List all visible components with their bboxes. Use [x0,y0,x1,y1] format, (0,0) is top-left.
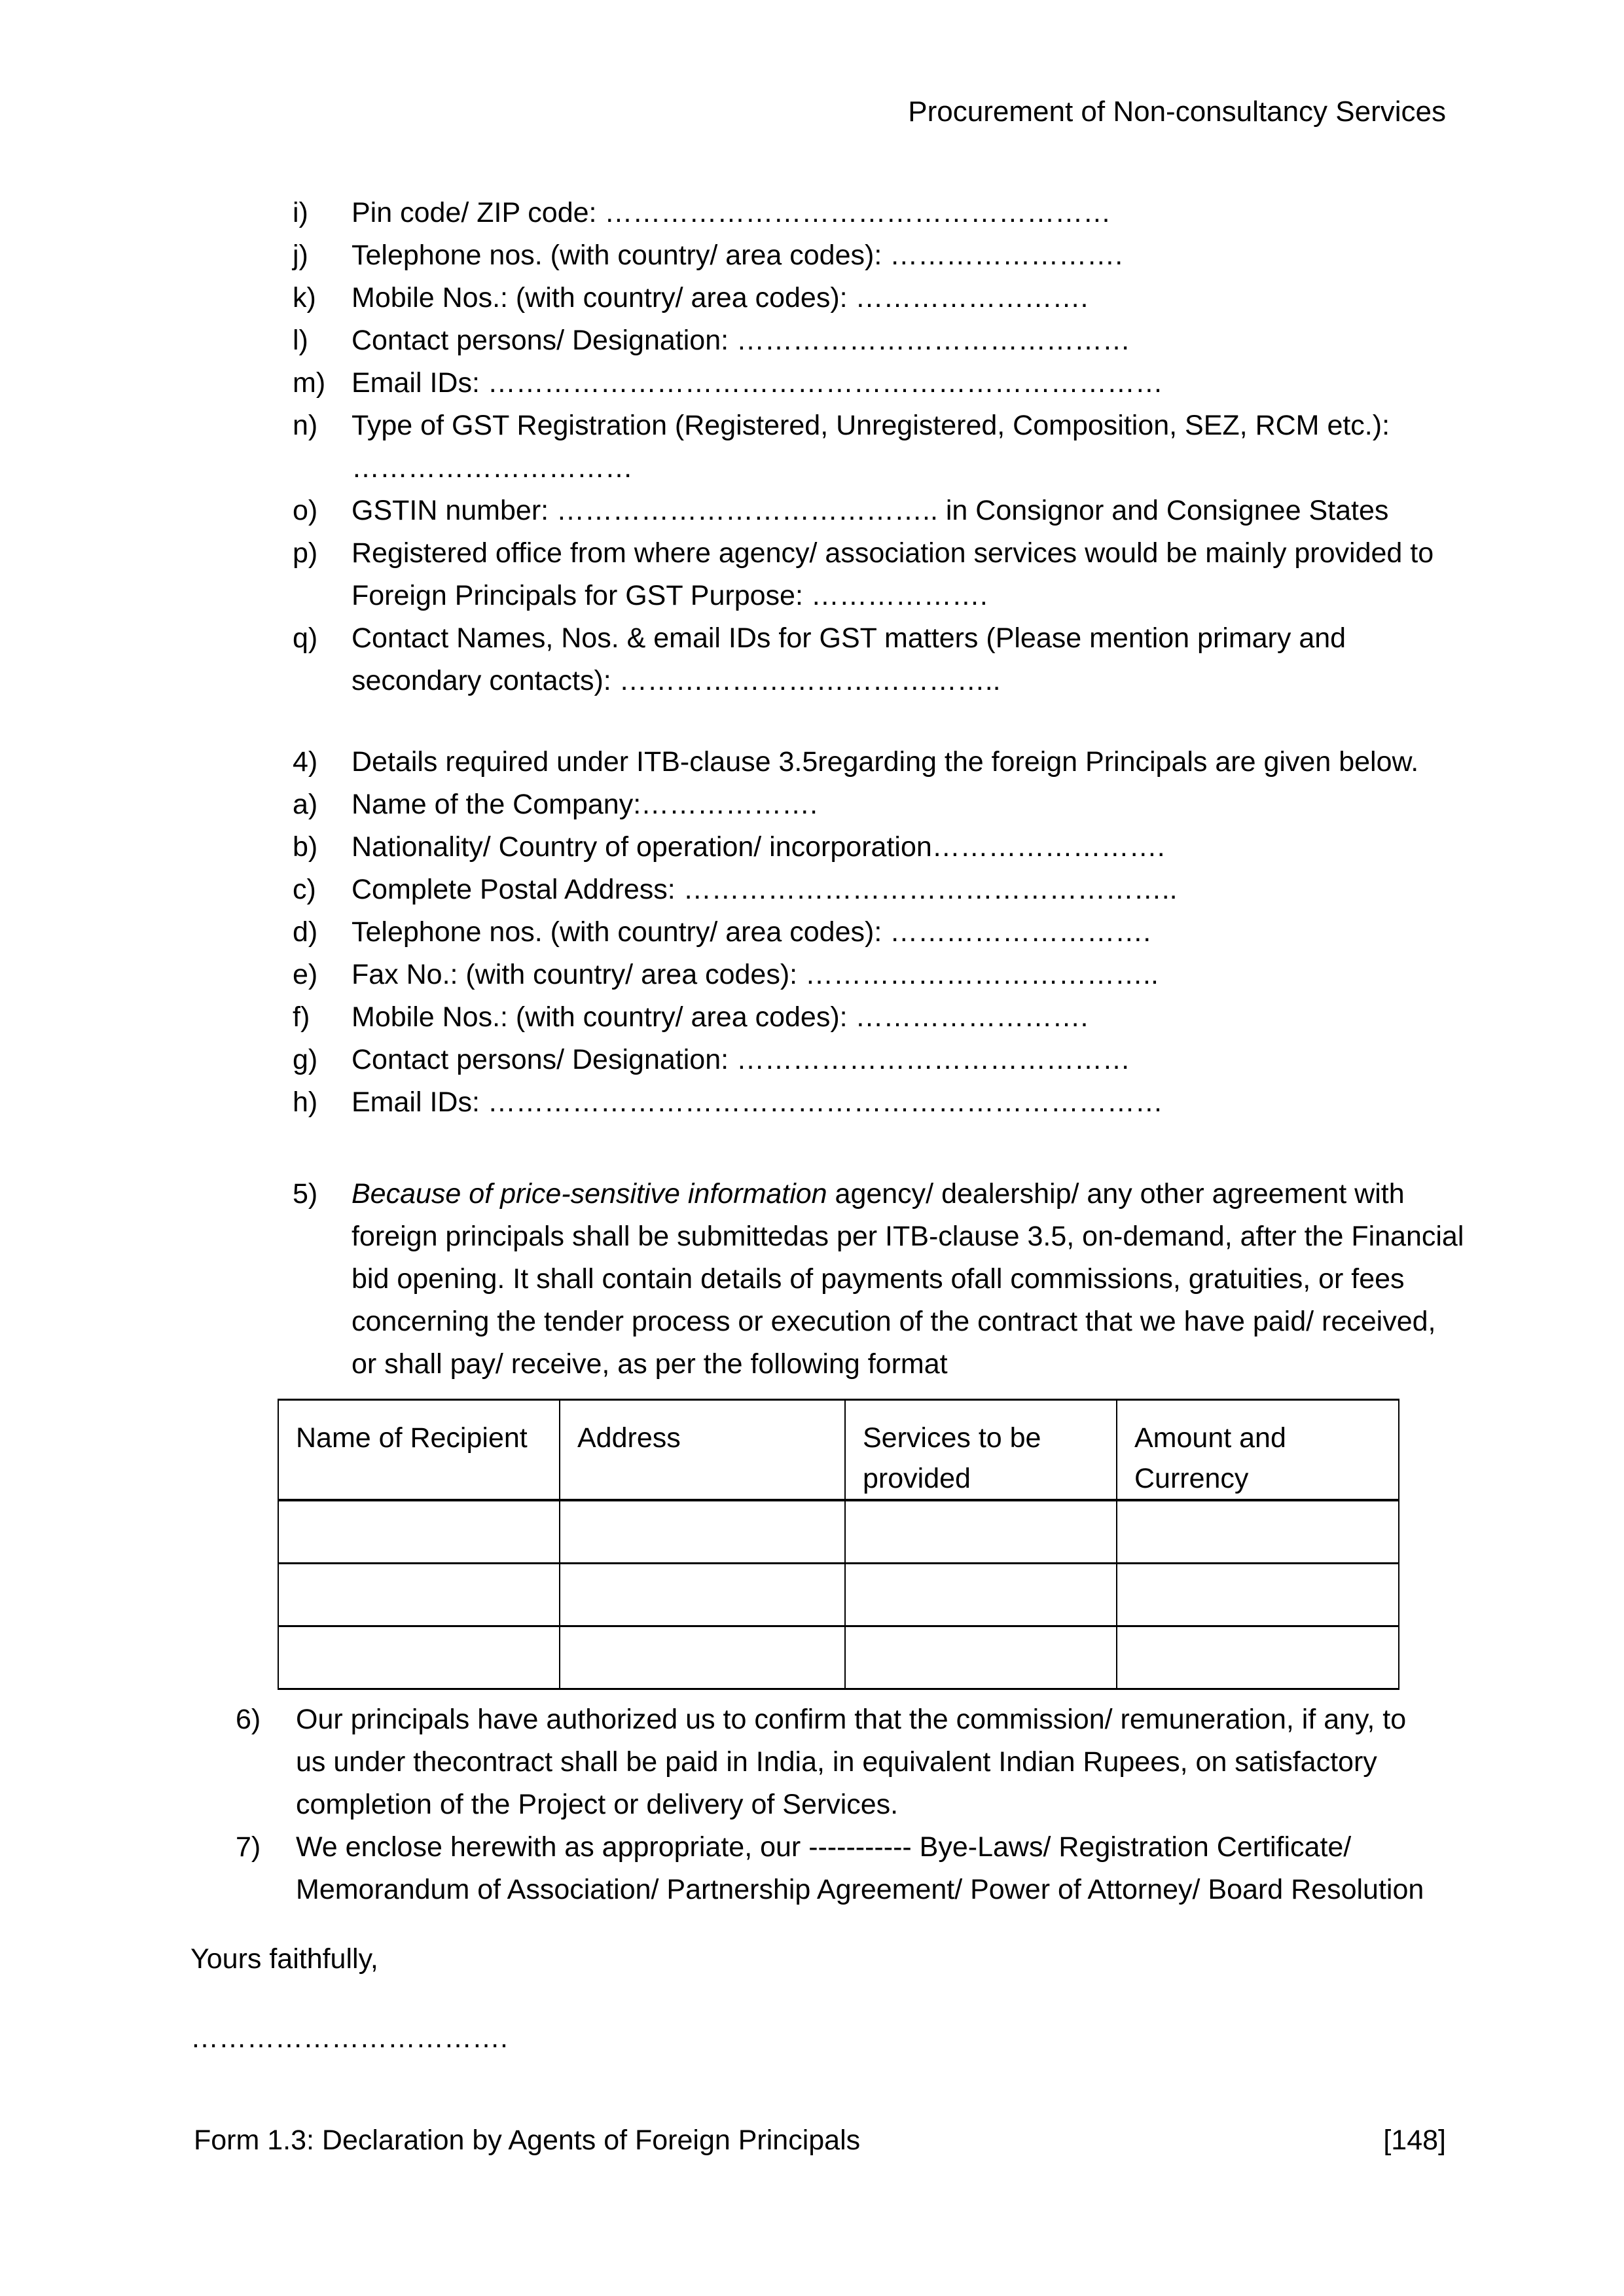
paragraph-text: or shall pay/ receive, as per the following format [352,1348,948,1380]
list-item [293,1039,1178,1081]
table-row [278,1626,1399,1689]
list-item-text: Mobile Nos.: (with country/ area codes): ……………………. [352,282,1089,314]
list-item-text: ………………………… [352,452,633,484]
table-header-cell: Name of Recipient [278,1400,560,1501]
table-cell [1117,1564,1399,1626]
list-item-text: us under thecontract shall be paid in India, in equivalent Indian Rupees, on satisfactory [296,1746,1377,1778]
list-item-label: c) [293,874,316,905]
paragraph-text: bid opening. It shall contain details of payments ofall commissions, gratuities, or fees [352,1263,1405,1295]
list-item [293,741,1418,783]
table-header-cell: Address [560,1400,845,1501]
list-item-text: Type of GST Registration (Registered, Unregistered, Composition, SEZ, RCM etc.): [352,410,1390,441]
list-item-text: We enclose herewith as appropriate, our ----------- Bye-Laws/ Registration Certificate/ [296,1831,1352,1863]
list-item-text: Registered office from where agency/ association services would be mainly provided to [352,537,1434,569]
list-item-label: l) [293,325,308,356]
table-cell [278,1500,560,1564]
clause-4 [293,741,1418,783]
table-cell [278,1626,560,1689]
list-item-label [236,1741,296,1784]
clause-list-a-to-h [293,783,1178,1124]
list-item [293,404,1434,447]
list-item-label [293,1343,352,1386]
list-item-text: Name of the Company:………………. [352,789,818,820]
list-item-label: 7) [236,1831,261,1863]
list-item-label: 4) [293,746,318,778]
list-item-text: completion of the Project or delivery of Services. [296,1789,899,1820]
list-item-label: j) [293,240,308,271]
list-item-label: a) [293,789,318,820]
footer-page-number: [148] [1383,2125,1446,2156]
list-item [293,192,1434,234]
signature-line: ……………………………. [190,2022,508,2054]
list-item-text: Contact persons/ Designation: …………………………………… [352,1044,1130,1075]
list-item-label: b) [293,831,318,863]
list-item-label: q) [293,622,318,654]
list-item-label [293,1300,352,1343]
list-item-label: d) [293,916,318,948]
list-item-label [293,660,352,702]
list-item [236,1698,1424,1741]
paragraph-text: concerning the tender process or execution of the contract that we have paid/ received, [352,1306,1436,1337]
list-item-text: Nationality/ Country of operation/ incorporation……………………. [352,831,1165,863]
paragraph-line [293,1258,1464,1300]
list-item [293,826,1178,869]
table-cell [560,1500,845,1564]
list-item-continuation [236,1784,1424,1826]
list-item-continuation [293,447,1434,490]
list-item [293,362,1434,404]
list-item [293,911,1178,954]
list-item-label: m) [293,367,326,399]
page-header: Procurement of Non-consultancy Services [908,96,1446,128]
list-item-text: Telephone nos. (with country/ area codes): ……………………. [352,240,1123,271]
table-row [278,1500,1399,1564]
list-item [293,319,1434,362]
list-item-label [293,1258,352,1300]
table-cell [845,1564,1117,1626]
list-item-label [293,447,352,490]
list-item-label: e) [293,959,318,990]
list-item-text: secondary contacts): ………………………………….. [352,665,1001,696]
table-row [278,1564,1399,1626]
list-item [293,869,1178,911]
list-item-text: Email IDs: ……………………………………………………………… [352,367,1163,399]
list-item-label: i) [293,197,308,228]
paragraph-line [293,1215,1464,1258]
table-cell [560,1564,845,1626]
list-item [293,532,1434,575]
list-item-text: Telephone nos. (with country/ area codes): ………………………. [352,916,1151,948]
list-item-label: k) [293,282,316,314]
table-cell [560,1626,845,1689]
list-item [293,996,1178,1039]
list-item-text: Mobile Nos.: (with country/ area codes): ……………………. [352,1001,1089,1033]
list-item-continuation [293,660,1434,702]
list-item [293,234,1434,277]
list-item-text: Foreign Principals for GST Purpose: ………………. [352,580,988,611]
list-item-text: Details required under ITB-clause 3.5regarding the foreign Principals are given below. [352,746,1419,778]
table-cell [278,1564,560,1626]
table-cell [845,1500,1117,1564]
list-item-continuation [236,1869,1424,1911]
list-item-label: o) [293,495,318,526]
list-item [293,783,1178,826]
paragraph-line [293,1343,1464,1386]
list-item-label [236,1869,296,1911]
list-item-text: GSTIN number: ………………………………….. in Consignor and Consignee States [352,495,1389,526]
list-item-text: Email IDs: ……………………………………………………………… [352,1086,1163,1118]
list-item-text: Contact Names, Nos. & email IDs for GST matters (Please mention primary and [352,622,1346,654]
list-item-label [293,1215,352,1258]
list-item [236,1826,1424,1869]
table-cell [1117,1500,1399,1564]
table-header-cell: Services to be provided [845,1400,1117,1501]
list-item-continuation [293,575,1434,617]
paragraph-text: foreign principals shall be submittedas per ITB-clause 3.5, on-demand, after the Financial [352,1221,1464,1252]
list-item [293,1081,1178,1124]
list-item-text: Complete Postal Address: …………………………………………….. [352,874,1178,905]
list-item-label: h) [293,1086,318,1118]
list-item-text: Contact persons/ Designation: …………………………………… [352,325,1130,356]
footer-form-title: Form 1.3: Declaration by Agents of Foreign Principals [194,2125,861,2156]
list-item-label [293,575,352,617]
list-item-label [236,1784,296,1826]
table-cell [1117,1626,1399,1689]
list-item-text: Our principals have authorized us to confirm that the commission/ remuneration, if any, to [296,1704,1407,1735]
table-header-cell: Amount and Currency [1117,1400,1399,1501]
list-item-label: n) [293,410,318,441]
clause-list-i-to-q [293,192,1434,702]
table-header-row [278,1400,1399,1501]
list-item-label: p) [293,537,318,569]
list-item-text: Fax No.: (with country/ area codes): ……………………………….. [352,959,1159,990]
list-item [293,490,1434,532]
clause-5 [293,1173,1464,1386]
page-footer [194,2121,1446,2160]
list-item-label: f) [293,1001,310,1033]
paragraph-line [293,1300,1464,1343]
list-item [293,617,1434,660]
list-item [293,954,1178,996]
list-item-label: 5) [293,1178,318,1210]
table-cell [845,1626,1117,1689]
list-item [293,277,1434,319]
list-item-text: Pin code/ ZIP code: ……………………………………………… [352,197,1111,228]
list-item-text: Memorandum of Association/ Partnership Agreement/ Power of Attorney/ Board Resolution [296,1874,1424,1905]
list-item-label: 6) [236,1704,261,1735]
clause-list-6-7 [236,1698,1424,1911]
list-item-label: g) [293,1044,318,1075]
paragraph-text: Because of price-sensitive information agency/ dealership/ any other agreement with [352,1178,1405,1210]
paragraph-line [293,1173,1464,1215]
commissions-table [278,1399,1399,1690]
salutation: Yours faithfully, [190,1943,378,1975]
list-item-continuation [236,1741,1424,1784]
italic-text: Because of price-sensitive information [352,1178,827,1210]
